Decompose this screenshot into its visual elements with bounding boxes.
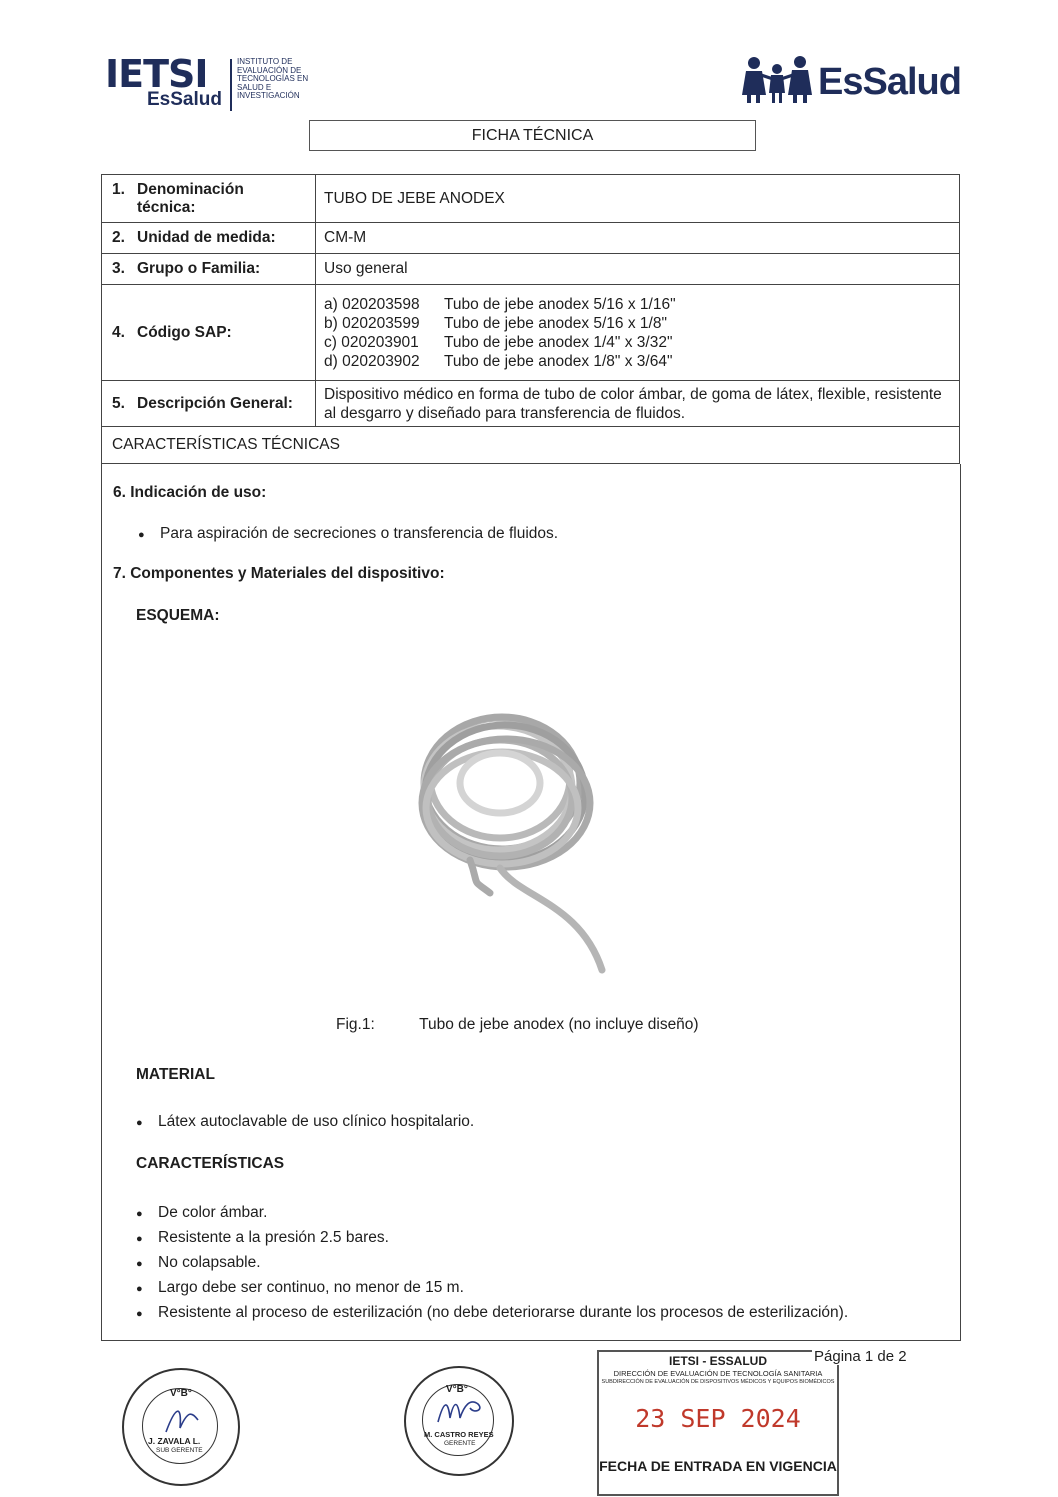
sap-description: Tubo de jebe anodex 5/16 x 1/8" [444, 314, 667, 332]
table-row [102, 427, 960, 464]
sap-description: Tubo de jebe anodex 1/8" x 3/64" [444, 352, 673, 370]
row-number: 2. [112, 229, 125, 246]
table-row [102, 254, 960, 285]
characteristics-list [136, 1201, 848, 1326]
row-number: 3. [112, 260, 125, 277]
figure-caption [336, 1016, 699, 1034]
section-heading: 6. Indicación de uso: [113, 484, 267, 501]
list-item [136, 1113, 474, 1131]
sap-code-list [316, 285, 960, 381]
signature-icon [434, 1392, 490, 1428]
sap-code-item [324, 314, 951, 333]
row-label-text: Denominación técnica: [137, 180, 244, 216]
row-label-text: Descripción General: [137, 394, 293, 412]
row-value: TUBO DE JEBE ANODEX [316, 175, 960, 223]
ietsi-logo [105, 52, 320, 113]
section-header: CARACTERÍSTICAS TÉCNICAS [102, 427, 960, 464]
sap-code-item [324, 352, 951, 371]
table-row [102, 285, 960, 381]
seal-gerente [404, 1366, 514, 1476]
ietsi-logo-text: IETSI [105, 52, 208, 96]
page-number: Página 1 de 2 [814, 1348, 907, 1365]
seal-vb: V°B° [446, 1384, 468, 1395]
list-item-text: Látex autoclavable de uso clínico hospitalario. [158, 1113, 475, 1130]
stamp-line-2: SUBDIRECCIÓN DE EVALUACIÓN DE DISPOSITIVOS MÉDICOS Y EQUIPOS BIOMÉDICOS [601, 1379, 835, 1385]
figure-caption-text: Tubo de jebe anodex (no incluye diseño) [419, 1016, 699, 1033]
characteristics-heading: CARACTERÍSTICAS [136, 1155, 285, 1172]
table-row [102, 175, 960, 223]
row-label [102, 285, 316, 381]
list-item-text: De color ámbar. [158, 1204, 268, 1221]
table-row [102, 381, 960, 427]
material-heading: MATERIAL [136, 1066, 215, 1083]
sap-description: Tubo de jebe anodex 1/4" x 3/32" [444, 333, 673, 351]
list-item-text: No colapsable. [158, 1254, 261, 1271]
row-number: 1. [112, 180, 125, 198]
row-label [102, 381, 316, 427]
section-heading: 7. Componentes y Materiales del dispositivo: [113, 565, 445, 582]
ietsi-logo-description: INSTITUTO DE EVALUACIÓN DE TECNOLOGÍAS EN SALUD E INVESTIGACIÓN [237, 57, 309, 101]
row-number: 4. [112, 323, 125, 341]
sap-code: a) 020203598 [324, 295, 420, 313]
bullet-icon: ● [136, 1283, 143, 1295]
list-item [136, 1226, 848, 1251]
list-item [138, 525, 558, 543]
list-item-text: Para aspiración de secreciones o transferencia de fluidos. [160, 525, 559, 542]
essalud-logo [740, 55, 970, 105]
row-label [102, 254, 316, 285]
stamp-label: FECHA DE ENTRADA EN VIGENCIA [599, 1458, 837, 1474]
bullet-icon: ● [136, 1233, 143, 1245]
bullet-icon: ● [138, 529, 145, 541]
row-number: 5. [112, 394, 125, 412]
sap-code: c) 020203901 [324, 333, 419, 351]
list-item [136, 1276, 848, 1301]
seal-role: SUB GERENTE [156, 1447, 203, 1454]
bullet-icon: ● [136, 1117, 143, 1129]
seal-name: J. ZAVALA L. [148, 1436, 201, 1446]
list-item [136, 1251, 848, 1276]
row-label [102, 223, 316, 254]
list-item-text: Largo debe ser continuo, no menor de 15 m. [158, 1279, 464, 1296]
seal-subgerente [122, 1368, 240, 1486]
list-item-text: Resistente al proceso de esterilización (no debe deteriorarse durante los procesos de esterilización). [158, 1304, 849, 1321]
stamp-org: IETSI - ESSALUD [668, 1354, 767, 1368]
document-title: FICHA TÉCNICA [309, 120, 756, 151]
effective-date-stamp [597, 1350, 839, 1496]
row-value: Dispositivo médico en forma de tubo de color ámbar, de goma de látex, flexible, resistente al desgarro y diseñado para transferencia de fluidos. [316, 381, 960, 427]
sap-code-item [324, 333, 951, 352]
table-row [102, 223, 960, 254]
sap-code: b) 020203599 [324, 314, 420, 332]
sap-code: d) 020203902 [324, 352, 420, 370]
row-label-text: Unidad de medida: [137, 229, 276, 246]
bullet-icon: ● [136, 1308, 143, 1320]
essalud-logo-text: EsSalud [818, 61, 961, 103]
sap-description: Tubo de jebe anodex 5/16 x 1/16" [444, 295, 676, 313]
bullet-icon: ● [136, 1258, 143, 1270]
family-icon [740, 55, 818, 105]
seal-name: M. CASTRO REYES [424, 1430, 494, 1439]
tube-coil-image [410, 688, 610, 978]
figure-label: Fig.1: [336, 1016, 375, 1033]
row-label [102, 175, 316, 223]
sap-code-item [324, 295, 951, 314]
row-label-text: Grupo o Familia: [137, 260, 261, 277]
signature-icon [158, 1400, 208, 1440]
stamp-line-1: DIRECCIÓN DE EVALUACIÓN DE TECNOLOGÍA SANITARIA [613, 1369, 823, 1378]
spec-table [101, 174, 960, 464]
seal-role: GERENTE [444, 1440, 476, 1447]
stamp-date: 23 SEP 2024 [635, 1404, 801, 1433]
row-label-text: Código SAP: [137, 323, 232, 341]
seal-vb: V°B° [170, 1388, 192, 1399]
ietsi-logo-subtext: EsSalud [147, 89, 222, 110]
list-item [136, 1201, 848, 1226]
row-value: Uso general [316, 254, 960, 285]
schema-label: ESQUEMA: [136, 607, 220, 624]
list-item [136, 1301, 848, 1326]
row-value: CM-M [316, 223, 960, 254]
logo-divider [230, 59, 232, 111]
bullet-icon: ● [136, 1208, 143, 1220]
list-item-text: Resistente a la presión 2.5 bares. [158, 1229, 389, 1246]
